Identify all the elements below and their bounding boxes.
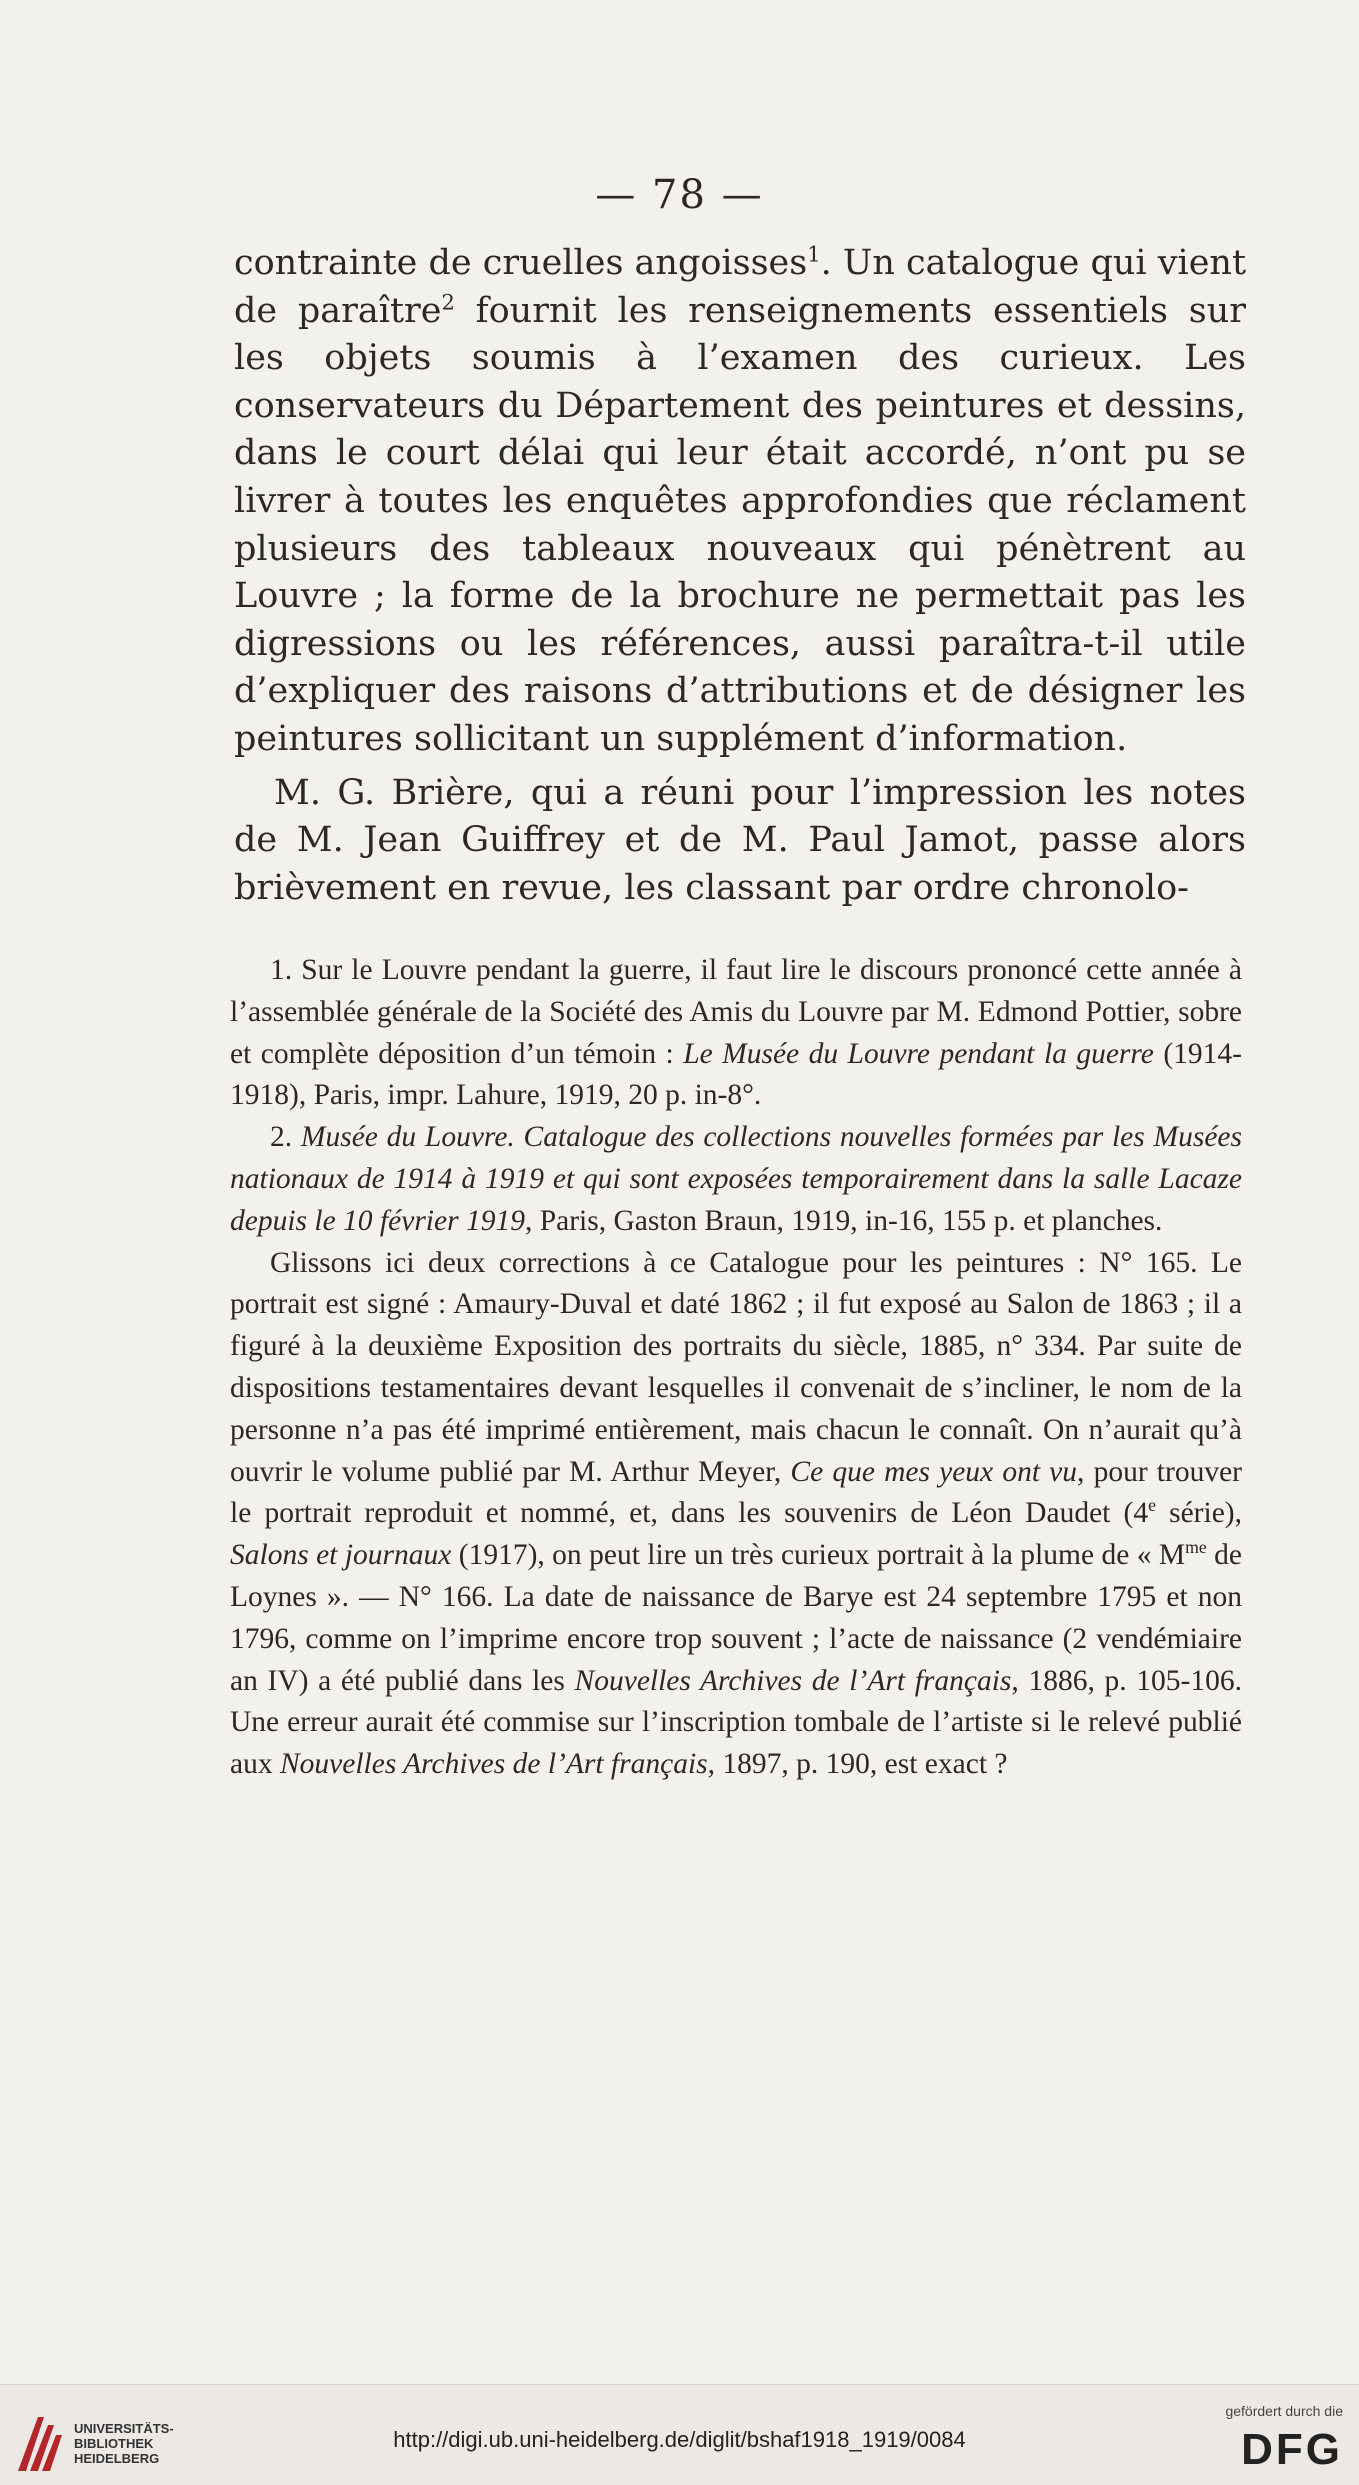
permalink-url[interactable]: http://digi.ub.uni-heidelberg.de/diglit/bshaf1918_1919/0084 <box>393 2427 966 2452</box>
footnote-2: 2. Musée du Louvre. Catalogue des collections nouvelles formées par les Musées nationaux de 1914 à 1919 et qui sont exposées temporairement dans la salle Lacaze depuis le 10 février 1919, Paris, Gaston Braun, 1919, in-16, 155 p. et planches. <box>230 1121 1243 1237</box>
paragraph-2: M. G. Brière, qui a réuni pour l’impression les notes de M. Jean Guiffrey et de M. Paul Jamot, passe alors brièvement en revue, les classant par ordre chronolo- <box>234 772 1246 908</box>
library-name: UNIVERSITÄTS- BIBLIOTHEK HEIDELBERG <box>74 2421 174 2466</box>
footnotes <box>230 950 1242 1786</box>
main-text <box>234 240 1246 912</box>
paragraph-1: contrainte de cruelles angoisses$^1$. Un catalogue qui vient de paraître$^2$ fournit les renseignements essentiels sur les objets soumis à l’examen des curieux. Les conservateurs du Département des peintures et dessins, dans le court délai qui leur était accordé, n’ont pu se livrer à toutes les enquêtes approfondies que réclament plusieurs des tableaux nouveaux qui pénètrent au Louvre ; la forme de la brochure ne permettait pas les digressions ou les références, aussi paraîtra-t-il utile d’expliquer des raisons d’attributions et de désigner les peintures sollicitant un supplément d’information. <box>234 242 1247 759</box>
dfg-caption: gefördert durch die <box>1225 2403 1343 2419</box>
footnote-ref-2[interactable]: 2 <box>441 289 455 314</box>
footer-bar <box>0 2384 1359 2485</box>
footnote-1: 1. Sur le Louvre pendant la guerre, il faut lire le discours prononcé cette année à l’assemblée générale de la Société des Amis du Louvre par M. Edmond Pottier, sobre et complète déposition d’un témoin : Le Musée du Louvre pendant la guerre (1914-1918), Paris, impr. Lahure, 1919, 20 p. in-8°. <box>230 954 1242 1112</box>
page-header: — 78 — <box>595 172 764 218</box>
footnote-ref-1[interactable]: 1 <box>807 242 821 267</box>
dfg-logo[interactable]: DFG <box>1241 2425 1343 2474</box>
footnote-2-continuation: Glissons ici deux corrections à ce Catalogue pour les peintures : N° 165. Le portrait est signé : Amaury-Duval et daté 1862 ; il fut exposé au Salon de 1863 ; il a figuré à la deuxième Exposition des portraits du siècle, 1885, n° 334. Par suite de dispositions testamentaires devant lesquelles il convenait de s’incliner, le nom de la personne n’a pas été imprimé entièrement, mais chacun le connaît. On n’aurait qu’à ouvrir le volume publié par M. Arthur Meyer, Ce que mes yeux ont vu, pour trouver le portrait reproduit et nommé, et, dans les souvenirs de Léon Daudet (4e série), Salons et journaux (1917), on peut lire un très curieux portrait à la plume de « $M^{me}$ de Loynes ». — N° 166. La date de naissance de Barye est 24 septembre 1795 et non 1796, comme on l’imprime encore trop souvent ; l’acte de naissance (2 vendémiaire an IV) a été publié dans les Nouvelles Archives de l’Art français, 1886, p. 105-106. Une erreur aurait été commise sur l’inscription tombale de l’artiste si le relevé publié aux Nouvelles Archives de l’Art français, 1897, p. 190, est exact ? <box>230 1246 1242 1781</box>
